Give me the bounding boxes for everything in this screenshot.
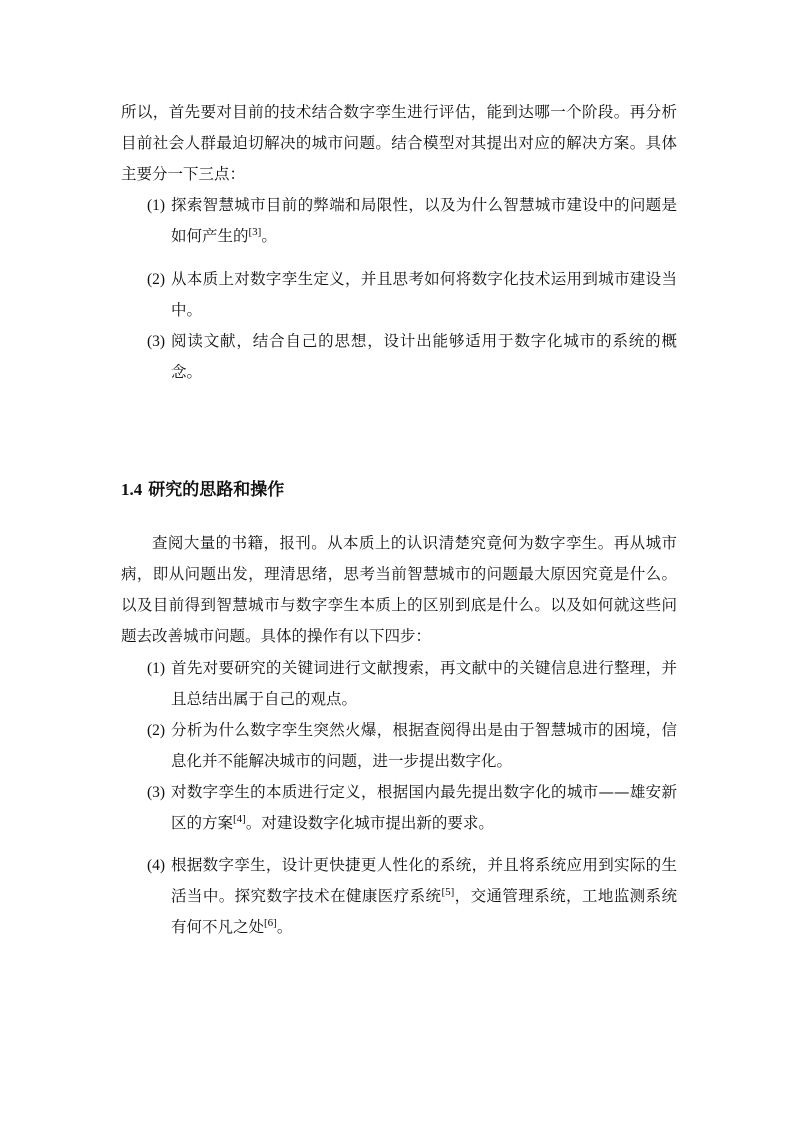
list-text: 根据数字孪生，设计更快捷更人性化的系统，并且将系统应用到实际的生活当中。探究数字技术在健康医疗系统 (171, 856, 677, 905)
section-item-1 (147, 653, 677, 715)
section-number: 1.4 (121, 480, 143, 499)
citation-ref: [5] (441, 886, 455, 898)
list-number: (3) (147, 784, 166, 801)
list-number: (1) (147, 660, 166, 677)
section-paragraph: 查阅大量的书籍，报刊。从本质上的认识清楚究竟何为数字孪生。再从城市病，即从问题出发，理清思绪，思考当前智慧城市的问题最大原因究竟是什么。以及目前得到智慧城市与数字孪生本质上的区别到底是什么。以及如何就这些问题去改善城市问题。具体的操作有以下四步： (121, 534, 677, 645)
list-text: 对数字孪生的本质进行定义，根据国内最先提出数字化的城市——雄安新区的方案 (171, 783, 677, 832)
section-item-4 (147, 850, 677, 943)
citation-ref: [6] (264, 917, 277, 929)
list-number: (2) (147, 271, 166, 288)
list-number: (2) (147, 722, 166, 739)
list-number: (4) (147, 857, 166, 874)
section-heading (121, 476, 284, 504)
citation-ref: [4] (233, 813, 246, 825)
citation-ref: [3] (248, 226, 262, 238)
section-item-3 (147, 777, 677, 839)
list-text-tail: 。对建设数字化城市提出新的要求。 (245, 814, 494, 832)
list-text: 阅读文献，结合自己的思想，设计出能够适用于数字化城市的系统的概念。 (171, 332, 677, 381)
list-text: 探索智慧城市目前的弊端和局限性，以及为什么智慧城市建设中的问题是如何产生的 (171, 196, 677, 245)
list-text: 从本质上对数字孪生定义，并且思考如何将数字化技术运用到城市建设当中。 (171, 270, 677, 319)
intro-paragraph: 所以，首先要对目前的技术结合数字孪生进行评估，能到达哪一个阶段。再分析目前社会人群最迫切解决的城市问题。结合模型对其提出对应的解决方案。具体主要分一下三点： (121, 103, 677, 183)
list-text: 分析为什么数字孪生突然火爆，根据查阅得出是由于智慧城市的困境，信息化并不能解决城市的问题，进一步提出数字化。 (171, 721, 677, 770)
list-text-tail: 。 (261, 227, 277, 245)
intro-item-1 (147, 190, 677, 252)
list-text-mid: ，交通管理系统，工地监测系统有何不凡之处 (171, 887, 677, 936)
list-text-tail: 。 (276, 918, 293, 936)
list-text: 首先对要研究的关键词进行文献搜索，再文献中的关键信息进行整理，并且总结出属于自己的观点。 (171, 659, 677, 708)
section-title: 研究的思路和操作 (148, 480, 285, 500)
intro-item-3 (147, 326, 677, 388)
list-number: (1) (147, 197, 166, 214)
intro-item-2 (147, 264, 677, 326)
section-item-2 (147, 715, 677, 777)
list-number: (3) (147, 333, 166, 350)
